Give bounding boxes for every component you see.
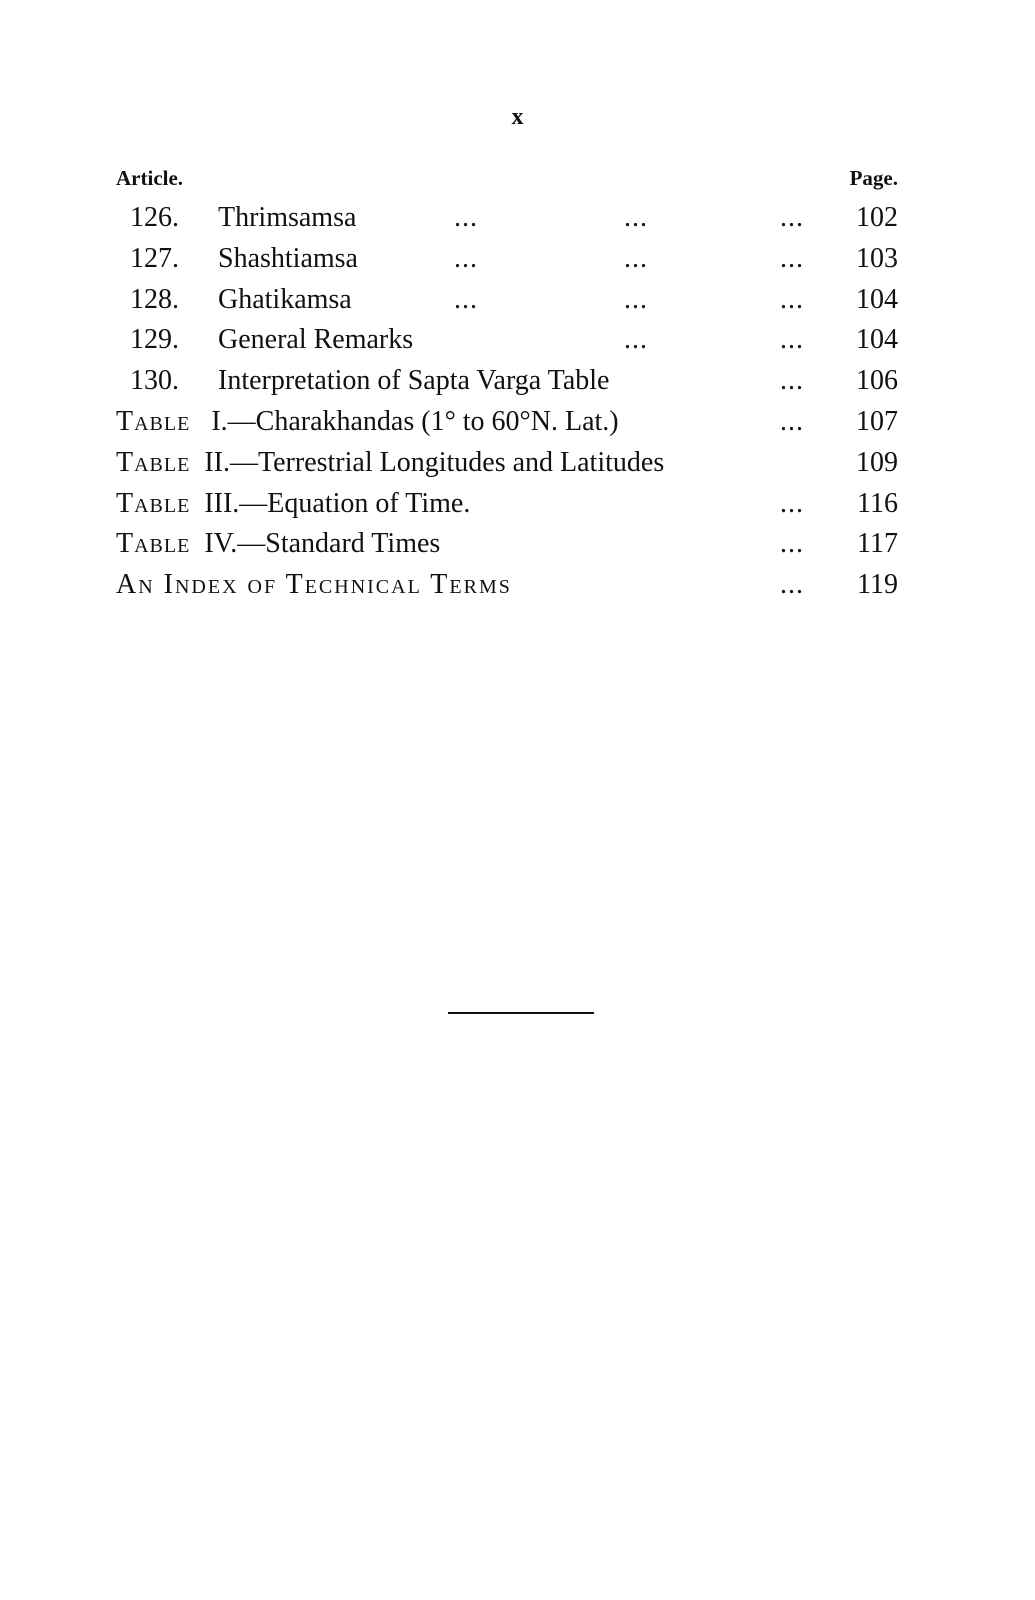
table-label: Table [116, 405, 191, 437]
toc-entry-table-ii [116, 443, 898, 484]
table-title: IV.—Standard Times [204, 528, 441, 560]
article-title: General Remarks [218, 324, 414, 356]
table-title: I.—Charakhandas (1° to 60°N. Lat.) [211, 405, 619, 437]
leader-dots: ... [780, 365, 804, 397]
leader-dots: ... [780, 487, 804, 519]
article-number: 129. [130, 324, 179, 356]
page-ref: 109 [856, 446, 898, 478]
toc-entry-128 [116, 280, 898, 321]
page-ref: 104 [856, 283, 898, 315]
toc-entry-table-iii [116, 484, 898, 525]
leader-dots: ... [780, 202, 804, 233]
article-number: 130. [130, 365, 179, 397]
leader-dots: ... [780, 569, 804, 601]
article-number: 128. [130, 283, 179, 315]
table-entry-title [116, 484, 470, 525]
leader-dots: ... [454, 202, 478, 233]
page-ref: 103 [856, 242, 898, 274]
article-title: Ghatikamsa [218, 283, 352, 315]
leader-dots: ... [624, 283, 648, 315]
toc-entry-table-iv [116, 524, 898, 565]
leader-dots: ... [780, 405, 804, 437]
toc-entry-127 [116, 239, 898, 280]
table-entry-title [116, 443, 664, 484]
page-ref: 107 [856, 405, 898, 437]
table-title: II.—Terrestrial Longitudes and Latitudes [204, 446, 665, 478]
table-entry-title [116, 524, 440, 565]
horizontal-rule [448, 1012, 594, 1014]
page-number: x [511, 104, 524, 130]
article-title: Thrimsamsa [218, 202, 357, 233]
article-column-header: Article. [116, 166, 184, 190]
page-ref: 117 [857, 528, 898, 560]
page-ref: 102 [856, 202, 898, 233]
leader-dots: ... [624, 202, 648, 233]
table-entry-title [116, 402, 619, 443]
page-ref: 119 [857, 569, 898, 601]
table-label: Table [116, 528, 191, 560]
table-label: Table [116, 487, 191, 519]
leader-dots: ... [780, 242, 804, 274]
index-entry-title: An Index of Technical Terms [116, 569, 512, 601]
toc-entry-129 [116, 320, 898, 361]
article-title: Interpretation of Sapta Varga Table [218, 365, 610, 397]
toc-entry-index [116, 565, 898, 606]
leader-dots: ... [624, 324, 648, 356]
article-title: Shashtiamsa [218, 242, 358, 274]
leader-dots: ... [780, 528, 804, 560]
article-number: 126. [130, 202, 179, 233]
page-ref: 106 [856, 365, 898, 397]
page-column-header: Page. [849, 166, 898, 190]
page-ref: 116 [857, 487, 898, 519]
column-headers [116, 166, 898, 196]
table-of-contents [116, 198, 898, 606]
page-ref: 104 [856, 324, 898, 356]
table-label: Table [116, 446, 191, 478]
toc-entry-table-i [116, 402, 898, 443]
leader-dots: ... [780, 283, 804, 315]
leader-dots: ... [454, 242, 478, 274]
leader-dots: ... [624, 242, 648, 274]
leader-dots: ... [780, 324, 804, 356]
article-number: 127. [130, 242, 179, 274]
table-title: III.—Equation of Time. [204, 487, 471, 519]
toc-entry-130 [116, 361, 898, 402]
toc-entry-126 [116, 198, 898, 239]
leader-dots: ... [454, 283, 478, 315]
